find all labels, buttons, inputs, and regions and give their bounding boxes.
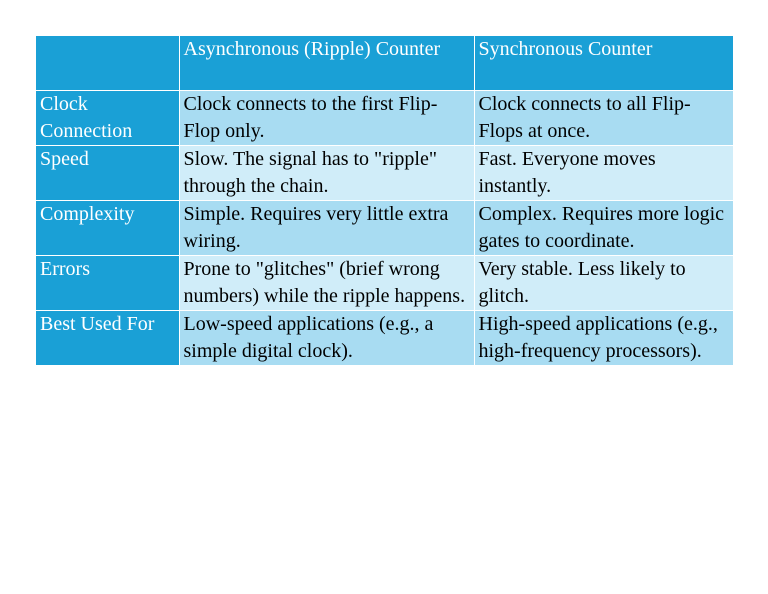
sync-cell: Complex. Requires more logic gates to coordinate.	[474, 201, 733, 256]
row-label: Clock Connection	[36, 91, 179, 146]
async-cell: Low-speed applications (e.g., a simple digital clock).	[179, 311, 474, 366]
async-cell: Clock connects to the first Flip-Flop only.	[179, 91, 474, 146]
header-row	[36, 36, 733, 91]
sync-cell: High-speed applications (e.g., high-frequency processors).	[474, 311, 733, 366]
async-cell: Prone to "glitches" (brief wrong numbers) while the ripple happens.	[179, 256, 474, 311]
header-async-counter: Asynchronous (Ripple) Counter	[179, 36, 474, 91]
table-row-clock-connection	[36, 91, 733, 146]
row-label: Best Used For	[36, 311, 179, 366]
table-row-best-used-for	[36, 311, 733, 366]
table-row-errors	[36, 256, 733, 311]
async-cell: Slow. The signal has to "ripple" through the chain.	[179, 146, 474, 201]
row-label: Errors	[36, 256, 179, 311]
table-row-speed	[36, 146, 733, 201]
sync-cell: Fast. Everyone moves instantly.	[474, 146, 733, 201]
sync-cell: Clock connects to all Flip-Flops at once.	[474, 91, 733, 146]
sync-cell: Very stable. Less likely to glitch.	[474, 256, 733, 311]
row-label: Speed	[36, 146, 179, 201]
header-corner-cell	[36, 36, 179, 91]
row-label: Complexity	[36, 201, 179, 256]
table-row-complexity	[36, 201, 733, 256]
async-cell: Simple. Requires very little extra wiring.	[179, 201, 474, 256]
header-sync-counter: Synchronous Counter	[474, 36, 733, 91]
comparison-table	[36, 36, 733, 365]
